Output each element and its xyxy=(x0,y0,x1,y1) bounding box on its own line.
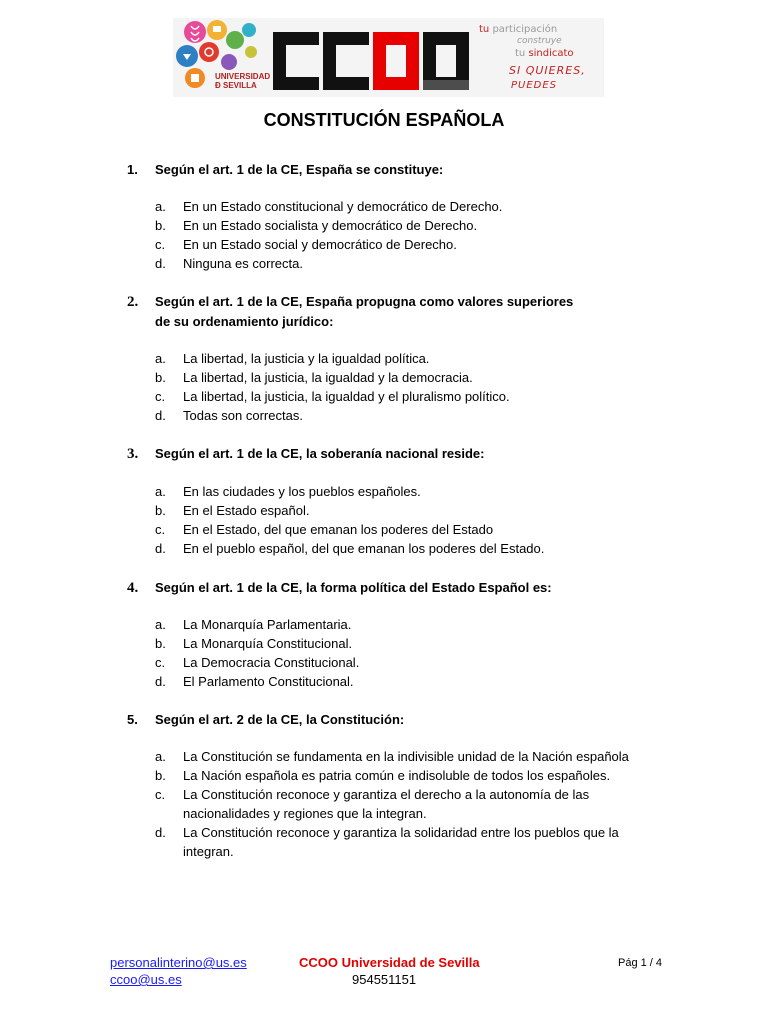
option-1b xyxy=(155,216,635,235)
option-text: En el Estado español. xyxy=(183,503,310,518)
question-text: Según el art. 1 de la CE, España se constituye: xyxy=(155,162,444,177)
option-3a xyxy=(155,482,635,501)
option-5a xyxy=(155,747,635,766)
option-text: La Democracia Constitucional. xyxy=(183,655,360,670)
option-text: Todas son correctas. xyxy=(183,408,303,423)
option-letter: d. xyxy=(155,256,166,271)
question-text: Según el art. 1 de la CE, la soberanía nacional reside: xyxy=(155,446,485,461)
option-text: En un Estado constitucional y democrático de Derecho. xyxy=(183,199,503,214)
option-letter: d. xyxy=(155,541,166,556)
slogan xyxy=(473,22,601,94)
question-5 xyxy=(127,710,587,730)
footer-organization: CCOO Universidad de Sevilla xyxy=(299,955,480,970)
option-text: La Constitución reconoce y garantiza la solidaridad entre los pueblos que la integran. xyxy=(183,825,619,859)
option-4d xyxy=(155,672,635,691)
option-4c xyxy=(155,653,635,672)
page-number: Pág 1 / 4 xyxy=(618,957,663,969)
option-text: La Monarquía Constitucional. xyxy=(183,636,353,651)
option-letter: a. xyxy=(155,351,166,366)
option-letter: c. xyxy=(155,522,166,537)
question-number: 3. xyxy=(127,446,139,462)
option-1c xyxy=(155,235,635,254)
option-3b xyxy=(155,501,635,520)
question-3 xyxy=(127,444,587,464)
option-letter: a. xyxy=(155,617,166,632)
option-letter: d. xyxy=(155,825,166,840)
slogan-line-1: tu participación xyxy=(479,24,558,35)
option-letter: b. xyxy=(155,636,166,651)
option-text: En el pueblo español, del que emanan los poderes del Estado. xyxy=(183,541,545,556)
option-text: La Constitución reconoce y garantiza el derecho a la autonomía de las nacionalidades y regiones que la integran. xyxy=(183,787,590,821)
question-text: Según el art. 1 de la CE, la forma política del Estado Español es: xyxy=(155,580,552,595)
option-letter: a. xyxy=(155,199,166,214)
slogan-line-5: PUEDES xyxy=(511,80,558,91)
question-1 xyxy=(127,160,587,180)
option-letter: a. xyxy=(155,749,166,764)
option-1a xyxy=(155,197,635,216)
option-2d xyxy=(155,406,635,425)
option-text: En un Estado social y democrático de Derecho. xyxy=(183,237,457,252)
slogan-line-2: construye xyxy=(517,36,562,46)
question-4 xyxy=(127,578,587,598)
option-4a xyxy=(155,615,635,634)
option-letter: c. xyxy=(155,655,166,670)
question-number: 2. xyxy=(127,294,139,310)
option-letter: d. xyxy=(155,674,166,689)
question-number: 4. xyxy=(127,580,139,596)
option-5b xyxy=(155,766,635,785)
option-text: El Parlamento Constitucional. xyxy=(183,674,354,689)
option-letter: b. xyxy=(155,218,166,233)
ccoo-logo xyxy=(273,32,473,90)
slogan-line-4: SI QUIERES, xyxy=(509,64,586,77)
university-name: UNIVERSIDAD Ð SEVILLA xyxy=(215,72,271,90)
option-letter: d. xyxy=(155,408,166,423)
question-number: 1. xyxy=(127,162,138,177)
option-4b xyxy=(155,634,635,653)
option-text: La Monarquía Parlamentaria. xyxy=(183,617,352,632)
option-2b xyxy=(155,368,635,387)
email-link-ccoo[interactable]: ccoo@us.es xyxy=(110,972,182,987)
question-text: Según el art. 1 de la CE, España propugna como valores superiores de su ordenamiento jurídico: xyxy=(155,294,574,329)
question-2 xyxy=(127,292,587,332)
option-5d xyxy=(155,823,635,861)
option-2a xyxy=(155,349,635,368)
option-letter: a. xyxy=(155,484,166,499)
option-letter: c. xyxy=(155,787,166,802)
option-letter: c. xyxy=(155,237,166,252)
option-letter: b. xyxy=(155,768,166,783)
option-text: En el Estado, del que emanan los poderes del Estado xyxy=(183,522,494,537)
option-3d xyxy=(155,539,635,558)
page-title: CONSTITUCIÓN ESPAÑOLA xyxy=(263,110,505,130)
email-link-personalinterino[interactable]: personalinterino@us.es xyxy=(110,955,247,970)
option-5c xyxy=(155,785,635,823)
slogan-line-3: tu sindicato xyxy=(515,48,574,59)
option-2c xyxy=(155,387,635,406)
option-letter: b. xyxy=(155,503,166,518)
option-1d xyxy=(155,254,635,273)
option-text: La Nación española es patria común e indisoluble de todos los españoles. xyxy=(183,768,611,783)
option-letter: c. xyxy=(155,389,166,404)
header-banner xyxy=(173,18,604,97)
option-text: La libertad, la justicia y la igualdad política. xyxy=(183,351,430,366)
option-text: La libertad, la justicia, la igualdad y la democracia. xyxy=(183,370,473,385)
question-number: 5. xyxy=(127,712,138,727)
question-text: Según el art. 2 de la CE, la Constitución: xyxy=(155,712,405,727)
option-text: En un Estado socialista y democrático de Derecho. xyxy=(183,218,478,233)
option-text: En las ciudades y los pueblos españoles. xyxy=(183,484,421,499)
option-text: La Constitución se fundamenta en la indivisible unidad de la Nación española xyxy=(183,749,629,764)
footer-phone: 954551151 xyxy=(352,972,417,987)
option-3c xyxy=(155,520,635,539)
option-text: Ninguna es correcta. xyxy=(183,256,303,271)
option-text: La libertad, la justicia, la igualdad y el pluralismo político. xyxy=(183,389,510,404)
option-letter: b. xyxy=(155,370,166,385)
